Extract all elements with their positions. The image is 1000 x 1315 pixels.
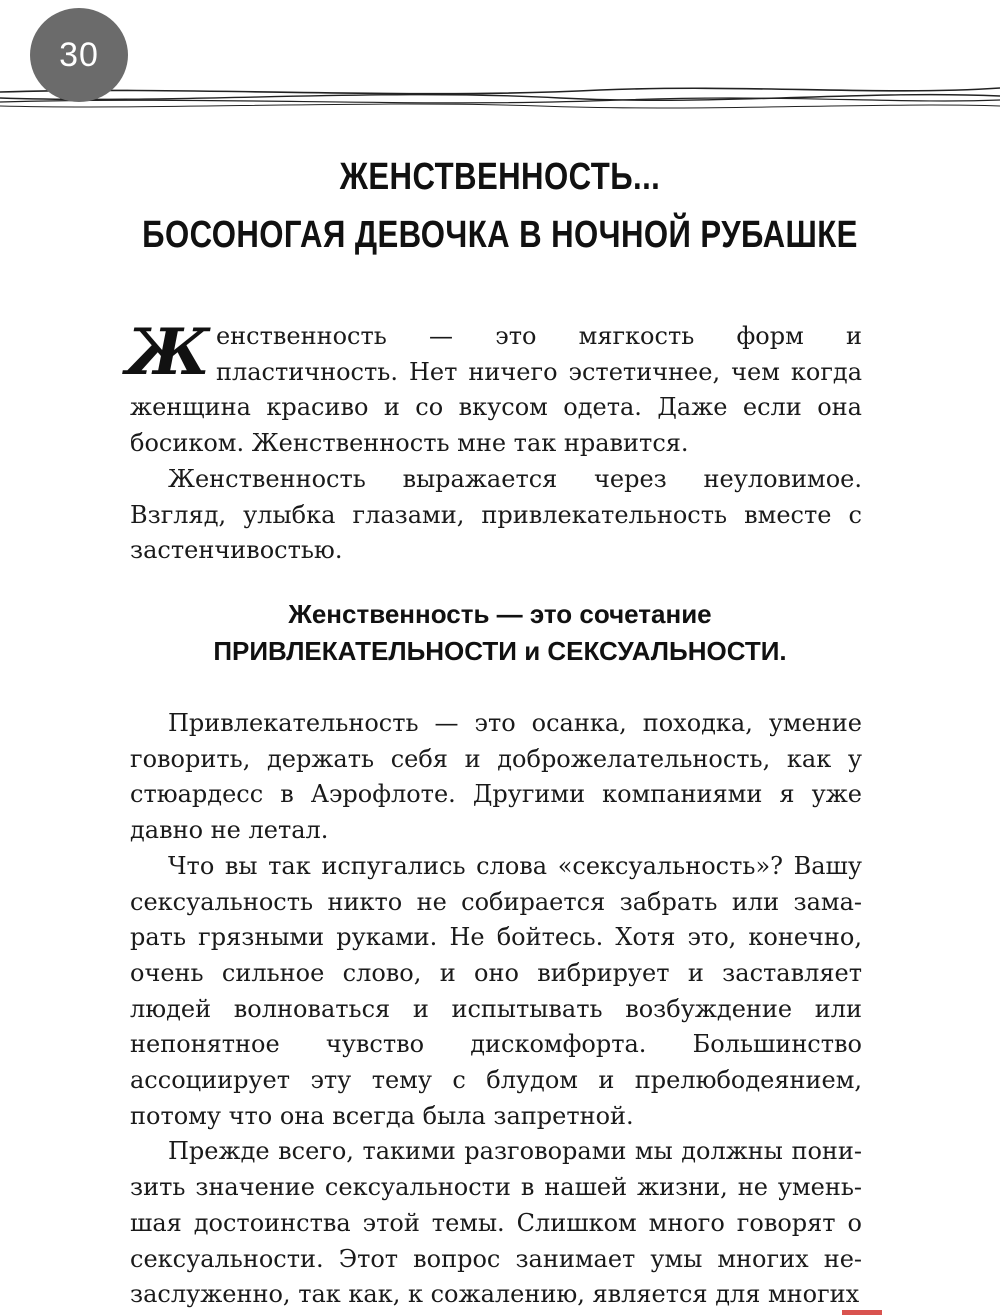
section-subheading xyxy=(0,596,1000,670)
chapter-title xyxy=(90,148,910,264)
subheading-line-2: ПРИВЛЕКАТЕЛЬНОСТИ и СЕКСУАЛЬНОСТИ. xyxy=(213,636,787,666)
drop-cap: Ж xyxy=(126,315,210,390)
subheading-line-1: Женственность — это сочетание xyxy=(288,599,712,629)
body-paragraph-3: Прежде всего, такими разговорами мы должны понизить значение сексуальности в нашей жизни, не уменьшая достоинства этой темы. Слишком много говорят о сексуальности. Этот вопрос занимает умы многих незаслуженно, так как, к сожалению, является для многих xyxy=(130,1137,862,1309)
intro-paragraph-2: Женственность выражается через неуловимое. Взгляд, улыбка глазами, привлекательность вместе с застенчивостью. xyxy=(130,464,862,565)
body-text-block xyxy=(130,706,862,1313)
body-paragraph-1: Привлекательность — это осанка, походка, умение говорить, держать себя и доброжелательность, как у стюардесс в Аэрофлоте. Другими компаниями я уже давно не летал. xyxy=(130,709,862,845)
chapter-title-line-1: ЖЕНСТВЕННОСТЬ... xyxy=(339,156,661,198)
intro-text-block xyxy=(126,315,862,569)
intro-paragraph-1-text: енственность — это мягкость форм и пластичность. Нет ничего эстетичнее, чем когда женщина красиво и со вкусом одета. Даже если она босиком. Женственность мне так нравится. xyxy=(130,322,862,458)
intro-paragraph-1 xyxy=(126,315,862,462)
corner-color-mark xyxy=(842,1310,882,1315)
page-number: 30 xyxy=(59,35,99,74)
body-paragraph-2: Что вы так испугались слова «сексуальность»? Вашу сексуальность никто не собирается забрать или замарать грязными руками. Не бойтесь. Хотя это, конечно, очень сильное слово, и оно вибрирует и заставляет людей волноваться и испытывать возбуждение или непонятное чувство дискомфорта. Большинство ассоциирует эту тему с блудом и прелюбодеянием, потому что она всегда была запретной. xyxy=(130,851,862,1130)
page-number-badge xyxy=(30,8,128,102)
chapter-title-line-2: БОСОНОГАЯ ДЕВОЧКА В НОЧНОЙ РУБАШКЕ xyxy=(142,214,858,256)
header-decorative-lines xyxy=(0,78,1000,118)
